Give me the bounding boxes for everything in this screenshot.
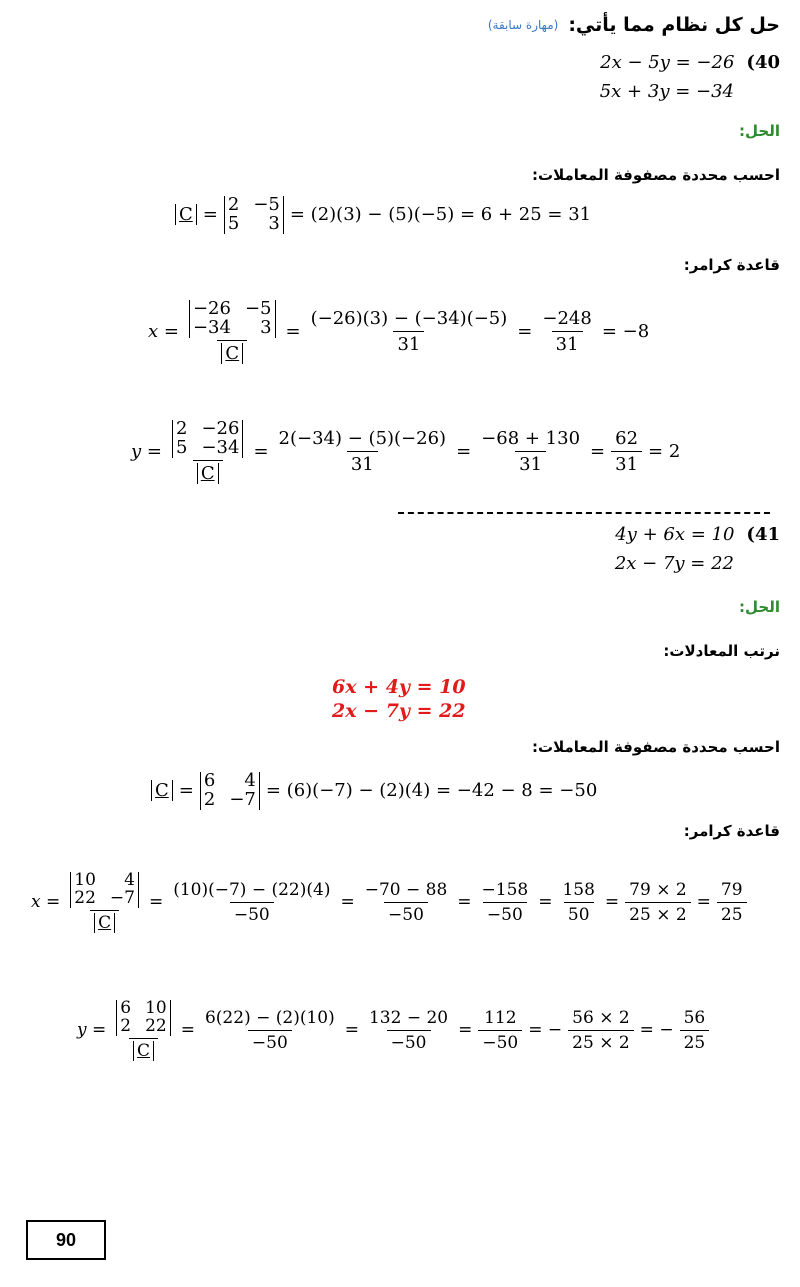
p41-y-solution: y = 6 10 2 22 C = $\frac{6(22) - (2)(10)}{-50}$ = $\frac{132 - 20}{-50}$ = $\frac{112}{-50}$ = − $\frac{56 \times 2}{25 \times 2}$ = − $\frac{56}{25}$ xyxy=(74,1000,712,1061)
problem-header xyxy=(488,14,780,36)
p40-number: (40 xyxy=(746,52,780,73)
p41-eq1: 4y + 6x = 10 xyxy=(615,524,735,545)
p41-arrange-label: نرتب المعادلات: xyxy=(663,642,780,660)
p40-eq1: 2x − 5y = −26 xyxy=(600,52,735,73)
p41-red-eq1: 6x + 4y = 10 xyxy=(332,676,466,698)
p41-number: (41 xyxy=(746,524,780,545)
p40-det-label: احسب محددة مصفوفة المعاملات: xyxy=(532,166,780,184)
page-number: 90 xyxy=(55,1229,77,1250)
p41-det-expr: = (6)(−7) − (2)(4) = −42 − 8 = −50 xyxy=(265,780,598,802)
p40-det-expr: = (2)(3) − (5)(−5) = 6 + 25 = 31 xyxy=(289,204,592,226)
p41-cramer-label: قاعدة كرامر: xyxy=(683,822,780,840)
p41-det-label: احسب محددة مصفوفة المعاملات: xyxy=(532,738,780,756)
p41-red-eq2: 2x − 7y = 22 xyxy=(332,700,466,722)
page-number-box xyxy=(26,1220,106,1260)
p41-arranged-system xyxy=(332,676,466,722)
p40-system xyxy=(600,52,780,102)
p41-eq2: 2x − 7y = 22 xyxy=(614,553,734,574)
p41-solution-label: الحل: xyxy=(739,598,780,616)
p40-determinant: C = 2 −5 5 3 = (2)(3) − (5)(−5) = 6 + 25 = 31 xyxy=(172,196,594,234)
p40-cramer-label: قاعدة كرامر: xyxy=(683,256,780,274)
section-title: حل كل نظام مما يأتي: xyxy=(568,14,780,36)
p41-system xyxy=(615,524,780,574)
section-divider xyxy=(398,512,770,514)
p41-determinant: C = 6 4 2 −7 = (6)(−7) − (2)(4) = −42 − 8 = −50 xyxy=(148,772,600,810)
p40-eq2: 5x + 3y = −34 xyxy=(599,81,734,102)
p40-y-solution: y = 2 −26 5 −34 C = $\frac{2(-34) - (5)(-26)}{31}$ = $\frac{-68 + 130}{31}$ = $\frac{62}{31}$ = 2 xyxy=(131,418,681,484)
p40-det-matrix: 2 −5 5 3 xyxy=(224,196,284,234)
p41-det-matrix: 6 4 2 −7 xyxy=(200,772,260,810)
p41-x-solution: x = 10 4 22 −7 C = $\frac{(10)(-7) - (22)(4)}{-50}$ = $\frac{-70 - 88}{-50}$ = $\frac{-158}{-50}$ = $\frac{158}{50}$ = $\frac{79 \times 2}{25 \times 2}$ = $\frac{79}{25}$ xyxy=(28,872,750,933)
det-c-symbol: C xyxy=(175,204,197,225)
skill-tag: (مهارة سابقة) xyxy=(487,18,559,32)
p40-solution-label: الحل: xyxy=(739,122,780,140)
p40-x-solution: x = −26 −5 −34 3 C = $\frac{(-26)(3) - (-34)(-5)}{31}$ = $\frac{-248}{31}$ = −8 xyxy=(148,298,650,364)
